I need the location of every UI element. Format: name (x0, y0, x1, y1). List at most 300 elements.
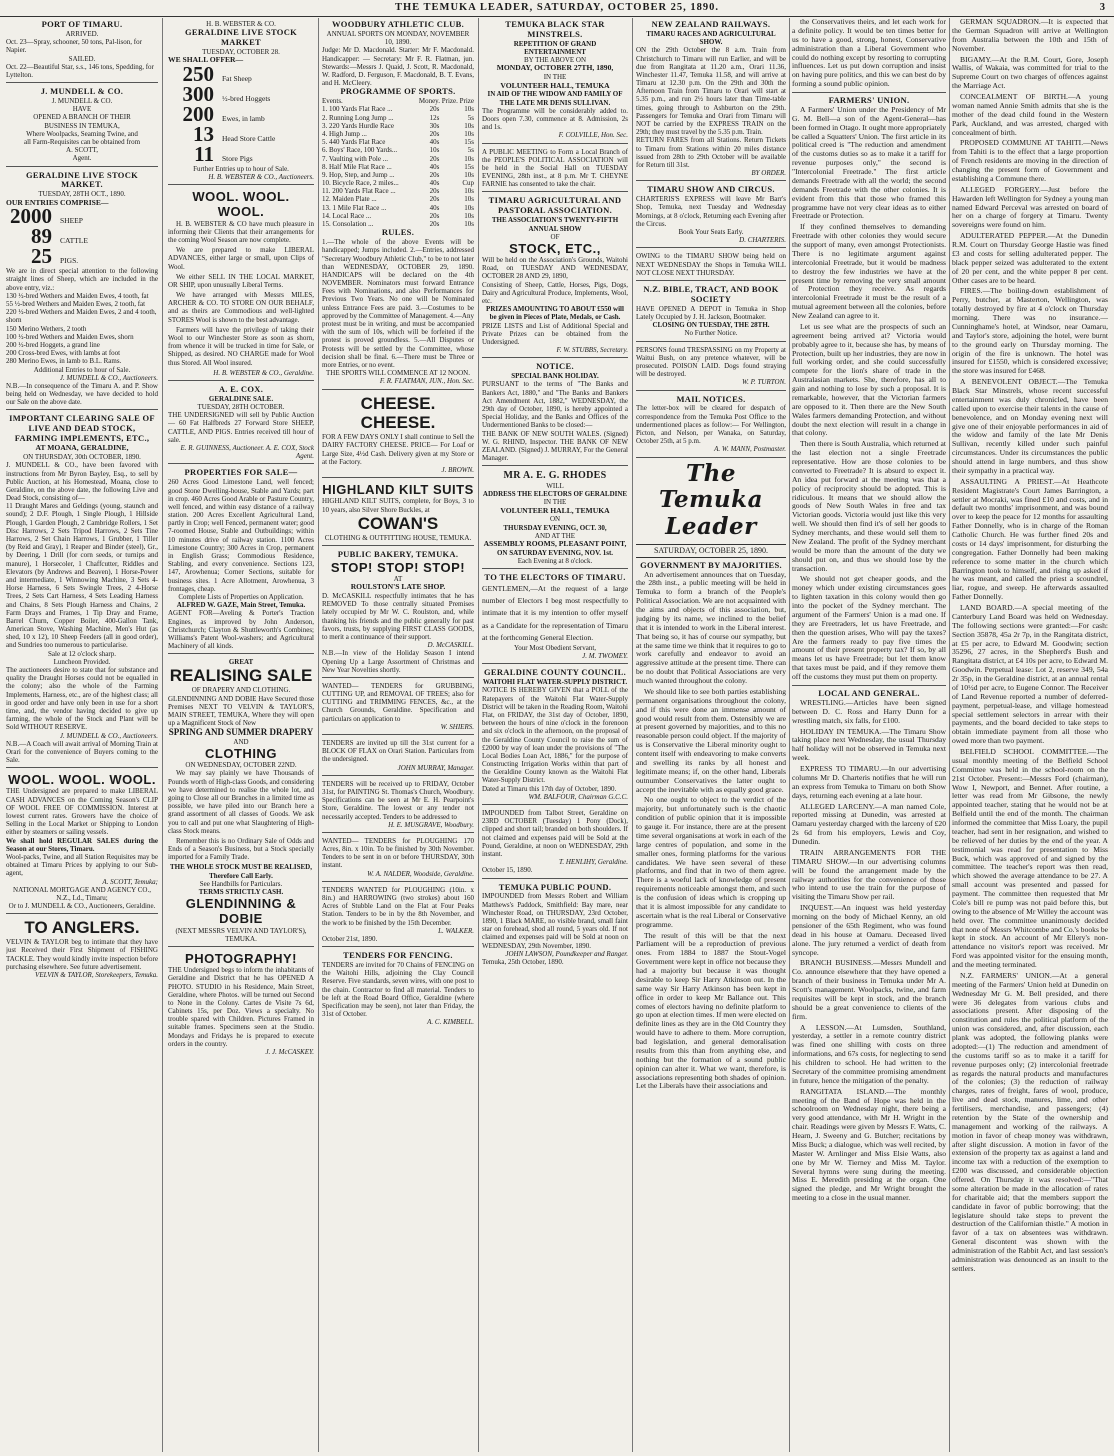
ad-feature: STOCK, ETC., (509, 240, 601, 256)
event-name: 2. Running Long Jump ... (322, 113, 394, 122)
ad-subheading: TIMARU RACES AND AGRICULTURAL SHOW. (646, 29, 776, 47)
ad-date: October 21st, 1890. (322, 934, 378, 943)
ad-text: We may say plainly we have Thousands of Pounds worth of High-class Goods, and considering we have determined to realise the whole lot, and going to Close all our Branches in a limited time as possible, we have piled into our Branch here a grand assortment of all classes of Goods. We ask you to call and put one what Slaughtering of High-class Stock means. (168, 769, 314, 835)
article-paragraph: We should not get cheaper goods, and the money which under existing circumstances goes to lighten taxation in this colony would then go into the pocket of the Sydney merchant. The argument of the Farmers' Union is a mad one. If they are Freetraders, let us have Freetrade, and then the question arises, Who will pay the taxes? Are the farmers ready to pay five times the amount of their present property tax? If so, by all means let us have Freetrade; but let them know that taxes must be paid, and if they remove them off the customs they must put them on property. (792, 574, 946, 682)
prize-value: 20s (429, 195, 440, 204)
ad-text: Farmers will have the privilege of taking their Wool to our Winchester Store as soon as shorn, from whence it will be trucked in time for Sale, or Shipped, as desired. NO CHARGE made for Wool thus Stored. All Wool insured. (168, 325, 314, 367)
stock-label: Fat Sheep (222, 74, 252, 84)
stock-count: 11 (194, 141, 214, 166)
editorial-heading: GOVERNMENT BY MAJORITIES. (640, 559, 782, 570)
programme-row (322, 212, 474, 220)
stock-label: Head Store Cattle (222, 133, 276, 143)
ad-heading: MAIL NOTICES. (676, 393, 746, 404)
ad-text: TENDERS will be received up to FRIDAY, October 31st, for PAINTING St. Thomas's Church, Woodbury. Specifications can be seen at Mr E. H. Pearpoint's Store, Geraldine. The lowest or any tender not necessarily accepted. Tenders to be addressed to (322, 779, 474, 821)
prize-value: Cup (462, 179, 474, 188)
shipping-heading: PORT OF TIMARU. (41, 19, 123, 29)
column-4 (482, 18, 628, 1452)
programme-table (322, 97, 474, 228)
prize-value: 10s (464, 129, 474, 138)
ad-line: BUSINESS IN TEMUKA, (44, 121, 120, 130)
event-name: 12. Maiden Plate ... (322, 195, 377, 204)
ad-text: AND (233, 737, 249, 746)
sale-location: AT MOANA, GERALDINE, (35, 443, 129, 453)
ad-signature: W. A. NALDER, Woodside, Geraldine. (367, 869, 474, 878)
prize-value: 10s (464, 187, 474, 196)
news-item: ALLEGED LARCENY.—A man named Cole, reported missing at Dunedin, was arrested at Oamaru yesterday charged with the larceny of £20 2s 6d from his employers, Lewis and Coy, Dunedin. (792, 801, 946, 846)
ad-date: ON WEDNESDAY, OCTOBER 22ND. (185, 761, 297, 770)
ad-text: BY THE ABOVE ON (523, 56, 587, 65)
article-paragraph: Then there is South Australia, which returned at the last election not a single Freetrade representative. How are those colonies to be converted to Freetrade? It is absurd to expect it. An idea put forward at the meeting was that a policy of reciprocity should be adopted. This is ridiculous. It means that we should allow the goods of New South Wales in free and tax Victorian goods. Victoria would just like this very well. We should then find it's of sell her goods to Sydney merchants, and these would sell them to New Zealand. The profit of the Sydney merchant would be more than the amount of the duty we should put on, and thus we should lose by the transaction. (792, 439, 946, 573)
ad-heading: PROPERTIES FOR SALE— (184, 467, 298, 478)
flax-tender-ad (322, 737, 474, 776)
event-name: 7. Vaulting with Pole ... (322, 154, 388, 163)
ad-text: CHARTERIS'S EXPRESS will leave Mr Barr's Shop, Temuka, next Tuesday and Wednesday Mornings, at 8 o'clock, Returning each Evening after the Circus. (636, 195, 786, 228)
ad-feature: ROULSTON'S LATE SHOP. (350, 582, 446, 592)
kilt-ad (322, 480, 474, 546)
prize-value: 20s (429, 129, 440, 138)
sheep-lines (6, 292, 158, 366)
ad-text: WANTED— TENDERS for PLOUGHING 170 Acres, 8in. x 10in. To be finished by 30th November. Tenders to be sent in on or before THURSDAY, 30th instant. (322, 836, 474, 870)
stock-count: 300 (182, 82, 214, 107)
ad-text: The Programme will be considerably added to. Doors open 7.30, commence at 8. Admission, 2s and 1s. (482, 106, 628, 132)
prize-value: 10s (464, 105, 474, 114)
ad-feature: STOP! STOP! STOP! (330, 559, 466, 575)
ad-date: TUESDAY, 28TH OCTOBER. (197, 403, 285, 412)
prize-value: 30s (429, 121, 440, 130)
electors-ad (482, 571, 628, 664)
ad-address: (NEXT MESSRS VELVIN AND TAYLOR'S), TEMUKA. (175, 926, 307, 943)
ad-kicker: GREAT (228, 658, 254, 667)
ad-subheading: REPETITION OF GRAND ENTERTAINMENT (513, 39, 597, 57)
entries-lead: OUR ENTRIES COMPRISE— (6, 197, 109, 207)
programme-row (322, 130, 474, 138)
news-item: BELFIELD SCHOOL COMMITTEE.—The usual monthly meeting of the Belfield School Committee was held in the school-room on the 21st October. Present:—Messrs Ford (chairman), Wow I, Newport, and Bennet. After routine, a letter was read from Mr Gibsone, the newly appointed teacher, stating that he would not be at Belfield until the end of the month. The chairman informed the committee that Miss Loary, the pupil teacher, had sent in her resignation, and wished to be relieved of her duties by the end of the year. A testimonial was read for presentation to Miss Buck, which was approved of and signed by the committee. The teacher's report was then read, which showed the average attendance to be 27. A small account was presented and passed for payment. The committee then requested that Mr Cole's bill re pump was not paid before this, but owing to the absence of Mr Willey the account was held over. The committee unanimously decided that none of Messrs Whitcombe and Co.'s books be kept in stock. An account of Mr Ellery's non-attendance no visitor's report was received. Mr Ford was appointed visitor for the ensuing month, and the meeting terminated. (952, 747, 1108, 969)
ad-line: J. MUNDELL & CO. (51, 97, 113, 105)
news-item: FIRES.—The boiling-down establishment of Perry, butcher, at Masterton, Wellington, was totally destroyed by fire at 4 o'clock on Thursday morning. There was no insurance.—Cunninghame's hotel, at Windsor, near Oamaru, and Taylor's store, adjoining the hotel, were burnt to the ground early on Thursday morning. The origin of the fire is unknown. The hotel was insured for £1550, which is considered excessive; the store was insured for £468. (952, 286, 1108, 376)
event-name: 4. High Jump ... (322, 129, 367, 138)
fencing-tender-ad (322, 949, 474, 1029)
prize-value: 40s (429, 162, 440, 171)
prize-value: 40s (429, 179, 440, 188)
ad-text: We have arranged with Messrs MILES, ARCHER & CO. TO STORE ON OUR BEHALF, and as theirs are Commodious and well-lighted STORES Wool is shown to the best advantage. (168, 291, 314, 324)
prize-value: 10s (464, 211, 474, 220)
ad-text: NOTICE IS HEREBY GIVEN that a POLL of the Ratepayers of the Waitohi Flat Water-Supply District will be taken in the Reading Room, Waitohi Flat, on FRIDAY, the 31st day of October, 1890, between the hours of nine o'clock in the forenoon and six o'clock in the afternoon, on the proposal of the Geraldine County Council to raise the sum of £2000 by way of loan under the provisions of "The Local Bodies Loan Act, 1886," for the purpose of Constructing Irrigation Works within that part of the Geraldine County known as the Waitohi Flat Water-Supply District. (482, 686, 628, 785)
ad-date: THURSDAY EVENING, OCT. 30, (503, 523, 607, 532)
ad-text: THE SPORTS WILL COMMENCE AT 12 NOON. (326, 369, 470, 378)
event-name: 10. Bicycle Race, 2 miles... (322, 179, 399, 188)
event-name: 5. 440 Yards Flat Race (322, 138, 386, 147)
ad-signature: ALFRED W. GAZE, Main Street, Temuka. (176, 601, 306, 610)
ad-signature: T. HENLIHY, Geraldine. (558, 858, 628, 867)
pound-ad (482, 881, 628, 970)
rules-heading: RULES. (381, 227, 415, 238)
ad-feature: CLOTHING (205, 745, 277, 761)
ad-line: HAVE (72, 105, 92, 114)
ad-text: HAVE OPENED A DEPOT in Temuka in Shop Lately Occupied by J. H. Jackson, Bootmaker. (636, 304, 786, 321)
stock-label: Ewes, in lamb (222, 114, 265, 123)
ad-text: We are prepared to make LIBERAL ADVANCES, either large or small, upon Clips of Wool. (168, 246, 314, 271)
sale-time: Sale at 12 o'clock sharp. (48, 649, 116, 658)
event-name: 13. 1 Mile Flat Race ... (322, 203, 387, 212)
prize-value: 20s (429, 187, 440, 196)
ad-text: THE UNDERSIGNED will sell by Public Auction— 60 Fat Halfbreds 27 Forward Store SHEEP, CATTLE, AND PIGS. Entries received till hour of sale. (168, 411, 314, 444)
sheep-line: 100 ½-bred Wethers and Maiden Ewes, shorn (6, 332, 134, 341)
mundell-branch-ad (6, 85, 158, 166)
ad-subheading: ANNUAL SPORTS ON MONDAY, NOVEMBER 10, 1890. (326, 29, 470, 47)
cheese-ad (322, 392, 474, 479)
ad-text: AND AT THE (534, 531, 576, 540)
ad-heading: TIMARU SHOW AND CIRCUS. (647, 184, 775, 195)
officials: Judge: Mr D. Macdonald. Starter: Mr F. Macdonald. Handicapper: — Secretary: Mr F. R. Flatman, jun. Stewards:—Messrs J. Quaid, J. Scott, R. Macdonald, W. Radford, D. Ferguson, F. Macdonald, B. T. Evans, and H. McCleery. (322, 46, 474, 88)
column-6 (792, 18, 946, 1452)
editorial-paragraph: No one ought to object to the verdict of the majority, but unfortunately such is the chaotic condition of public opinion that it is impossible to gauge it. For instance, there are at the present time several organisations at work in each of the large centres of population, and some in the smaller ones, forming platforms for the various candidates. We have seen several of these platforms, and find that in two of them agree. There is a woeful lack of knowledge of present requirements noticeable amongst them, and such is the confusion of ideas which is cropping up that it is almost impossible for any candidate to ascertain what is the real Liberal or Conservative programme. (636, 795, 786, 929)
article-paragraph: Let us see what are the prospects of such an agreement being arrived at? Victoria would probably agree to it, because she has, by means of Protection, built up her industries, they are now in full working order, and she could successfully compete for the lion's share of trade in the Australasian markets. She, therefore, has all to gain and nothing to lose by such a proposal. It is remarkable, however, that the Victorian farmers are opposed to it. Then there are the New South Wales farmers demanding Protection, and without doubt the next election will result in a change in that colony. (792, 321, 946, 438)
ad-signature: H. E. MUSGRAVE, Woodbury. (388, 820, 474, 829)
news-item: BIGAMY.—At the R.M. Court, Gore, Joseph Wallis, of Wakaia, was committed for trial to the Supreme Court on two charges of offences against the Marriage Act. (952, 54, 1108, 91)
geraldine-market-ad (6, 169, 158, 411)
programme-row (322, 105, 474, 113)
show-ad (482, 194, 628, 358)
ad-signature: JOHN MURRAY, Manager. (397, 763, 474, 772)
wool-advances-ad (6, 770, 158, 914)
ad-date: October 15, 1890. (482, 866, 533, 875)
ad-date: ON SATURDAY EVENING, NOV. 1st. (496, 548, 614, 557)
rules-text: 1.—The whole of the above Events will be handicapped; Jumps included. 2.—Entries, addressed "Secretary Woodbury Athletic Club," to be to not later than WEDNESDAY, OCTOBER 29, 1890. HANDICAPS will be declared on the 4th NOVEMBER. Nominators must forward Entrance Fees with Nominations, and also Performances for Previous Two Years. No one will be Nominated unless Entrance Fees are paid. 3.—Costumes to be approved by the Committee of Management. 4.—Any protest must be in writing, and must be accompanied with the sum of 10s, which will be forfeited if the protest is proved groundless. 5.—All Disputes or Protests will be settled by the Committee, whose decision shall be final. 6.—There must be Three or more Entries, or no event. (322, 238, 474, 369)
ad-line: Agent. (72, 154, 92, 163)
ad-text: OWING to the TIMARU SHOW being held on NEXT WEDNESDAY the Shops in Temuka WILL NOT CLOSE NEXT THURSDAY. (636, 252, 786, 277)
programme-row (322, 146, 474, 154)
ad-signature: D. McCASKILL. (427, 641, 474, 650)
sailed-entry: Oct. 22—Beautiful Star, s.s., 146 tons, Spedding, for Lyttelton. (6, 62, 154, 79)
luncheon-note: Luncheon Provided. (53, 657, 111, 666)
column-3 (322, 18, 474, 1452)
ad-text: TENDERS are invited for 70 Chains of FENCING on the Waitohi Hills, adjoining the Clay Council Reserve. Five standards, seven wires, with one post to the chain. Contractor to find all material. Tenders to be left at the Road Board Office, Geraldine (where Specification may be seen), not later than Friday, the 31st of October. (322, 961, 474, 1019)
event-name: 14. Local Race ... (322, 211, 372, 220)
news-item: N.Z. FARMERS' UNION.—At a general meeting of the Farmers' Union held at Dunedin on Wednesday Mr G. M. Bell presided, and there were 36 delegates from various clubs and associations present. After disposing of the constitution and rules the political platform of the union was considered, and, after discussion, each plank was adopted, the following planks were adopted:—(1) The reduction and amendment of the customs tariff so as to make it a tariff for revenue purposes only; (2) intercolonial freetrade as regards the natural products and manufactures of the colonies; (3) the reduction of railway charges, rates of freight, fares of wool, produce, live and dead stock, manures, lime, and other fertilisers, merchandise, and passengers; (4) retention by the State of the ownership and management and working of the railways. A motion in favor of cheap money was withdrawn, after slight discussion. A motion in favor of the extension of the property tax as against a land and income tax with a reduction of the exemption to £200 was discussed, and considerable objection offered. On Thursday it was resolved:—"That some alteration be made in the allocation of rates for charitable aid; that the members support the candidate in favor of public borrowing; that the legislature should take steps to prevent the destruction of the Californian thistle." A motion in favor of a tax on absentees was withdrawn. General discontent was shown with the administration of the Rabbit Act, and last session's administration was denounced as an insult to the settlers. (952, 970, 1108, 1273)
ad-text: Remember this is no Ordinary Sale of Odds and Ends of a Season's Business, but a Stock specially imported for a Family Trade. (168, 836, 314, 862)
programme-row (322, 122, 474, 130)
ad-text: D. McCASKILL respectfully intimates that he has REMOVED To those centrally situated Premises lately occupied by Mr W. C. Roulston, and, while thanking his friends and the public generally for past favors, trusts, by supplying FIRST CLASS GOODS, to merit a continuance of their support. (322, 592, 474, 641)
prize-value: 20s (429, 170, 440, 179)
ad-signature: H. B. WEBSTER & CO., Auctioneers. (208, 173, 314, 181)
ad-heading: N.Z. BIBLE, TRACT, AND BOOK SOCIETY (643, 283, 779, 304)
prize-value: 10s (464, 154, 474, 163)
ad-text: Wool-packs, Twine, and all Station Requisites may be obtained at Timaru Prices by applying to our Sub-agent, (6, 852, 158, 878)
ad-text: GENTLEMEN,—At the request of a large number of Electors I beg most respectfully to intimate that it is my intention to offer myself as a Candidate for the representation of Timaru at the forthcoming General Election. (482, 584, 628, 642)
ad-signature: THE BANK OF NEW SOUTH WALES. (Signed) W. G. RHIND, Inspector. THE BANK OF NEW ZEALAND. (Signed) J. MURRAY, For the General Manager. (482, 429, 628, 463)
ad-date: Dated at Timaru this 17th day of October, 1890. (482, 784, 617, 793)
agent-name: A. SCOTT, Temuka; (102, 877, 158, 886)
ad-subheading: OF DRAPERY AND CLOTHING. (191, 686, 291, 695)
page-number: 3 (1099, 2, 1106, 13)
editorial-paragraph: the Conservatives theirs, and let each work for a definite policy. It would be ten times better for us to have a good, strong, honest, Conservative administration than a Liberal Government who could do nothing except by resorting to corrupting influences. Let us put down corruption and insist on having pure politics, and this we can best do by forming a sound public opinion. (792, 18, 946, 89)
column-rule (162, 18, 163, 1452)
local-news-continued (952, 18, 1108, 1274)
ad-heading: MR A. E. G. RHODES (503, 470, 607, 482)
ad-signature: E. R. GUINNESS, Auctioneer. A. E. COX, Stock Agent. (180, 444, 314, 461)
editorial-body (636, 571, 786, 1092)
programme-heading: PROGRAMME OF SPORTS. (340, 86, 456, 97)
ad-signature: F. COLVILLE, Hon. Sec. (558, 131, 628, 140)
cox-sale-ad (168, 383, 314, 464)
prize-value: 20s (429, 105, 440, 114)
news-item: ALLEGED FORGERY.—Just before the Hawarden left Wellington for Sydney a young man named Edward Perceval was arrested on board of her on a charge of forgery at Timaru. Twenty sovereigns were found on him. (952, 184, 1108, 230)
county-poll-ad (482, 666, 628, 805)
ad-line: Where Woolpacks, Seaming Twine, and (26, 129, 138, 138)
auctioneer-signature: J. MUNDELL & CO., Auctioneers. (59, 731, 158, 740)
ad-text: IN AID OF THE WIDOW AND FAMILY OF THE LATE MR DENIS SULLIVAN. (487, 90, 623, 107)
news-item: TRAIN ARRANGEMENTS FOR THE TIMARU SHOW.—In our advertising columns will be found the arrangement made by the railway authorities for the convenience of those who intend to use the train for the purpose of visiting the Timaru Show per rail. (792, 847, 946, 902)
ad-heading: GERALDINE LIVE STOCK MARKET (184, 27, 298, 48)
news-item: CONCEALMENT OF BIRTH.—A young woman named Annie Smith admits that she is the mother of the dead child found in the Western Park, Auckland, and was arrested, charged with concealment of birth. (952, 92, 1108, 137)
stock-count: 200 (182, 102, 214, 126)
ad-text: AT (393, 574, 403, 583)
ad-subheading: CLOTHING & OUTFITTING HOUSE, TEMUKA. (324, 533, 472, 542)
ad-signature: J. J. McCASKEY. (265, 1048, 314, 1057)
column-5 (636, 18, 786, 1452)
bakery-ad (322, 548, 474, 678)
prize-value: 40s (429, 138, 440, 147)
farmers-union-article (792, 106, 946, 682)
ad-subheading: GERALDINE SALE. (208, 394, 274, 403)
news-item: A BENEVOLENT OBJECT.—The Temuka Black Star Minstrels, whose recent successful entertainment was duly chronicled, have been called upon to exercise their talents in the cause of benevolence, and on Monday evening next will give one of their enjoyable performances in aid of the widow and family of the late Mr Denis Sullivan, recently killed under such painful circumstances. Under its circumstances the public should attend in large numbers, and thus show their sympathy in a practical way. (952, 377, 1108, 475)
prize-value: 15s (464, 138, 474, 147)
stock-label: CATTLE (60, 236, 88, 246)
bank-holiday-ad (482, 360, 628, 466)
ad-text: CLOSING ON TUESDAY, THE 28TH. (652, 321, 770, 330)
event-name: 3. 220 Yards Hurdle Race (322, 121, 394, 130)
ad-text: AGENT FOR—Aveling & Porter's Traction Engines, as improved by John Anderson, Christchurch; Clayton & Shuttleworth's Combines; Williams's Patent Wool-washers; and Agricultural Machinery of all kinds. (168, 609, 314, 651)
prize-value: 5s (467, 146, 474, 155)
ad-text: H. B. WEBSTER & CO have much pleasure in informing their Clients that their arrangements for the coming Wool Season are now complete. (168, 219, 314, 244)
stock-entry (168, 121, 314, 146)
ad-heading: TEMUKA BLACK STAR MINSTRELS. (505, 19, 605, 39)
ad-text: TENDERS WANTED for PLOUGHING (10in. x 8in.) and HARROWING (two strokes) about 160 Acres of Stubble Land on the Flat at Four Peaks Station. Tenders to be in by the 8th November, and the work to be finished by the 15th December. (322, 885, 474, 927)
painting-tender-ad (322, 778, 474, 833)
ad-line: A. SCOTT, (66, 146, 98, 155)
section-heading: LOCAL AND GENERAL. (818, 687, 920, 698)
stock-entry (6, 204, 158, 229)
ad-heading: WOOL. WOOL. WOOL. (192, 189, 290, 220)
ad-text: A PUBLIC MEETING to Form a Local Branch of the PEOPLE'S POLITICAL ASSOCIATION will be held in the Social Hall on TUESDAY EVENING, 28th inst., at 8 p.m. Mr T. CHEYNE FARNIE has consented to take the chair. (482, 147, 628, 189)
event-name: 9. Hop, Step, and Jump ... (322, 170, 395, 179)
ad-text: PERSONS found TRESPASSING on my Property at Waitui Bush, on any pretence whatever, will be prosecuted. POISON LAID. Dogs found straying will be destroyed. (636, 345, 786, 379)
local-news (792, 699, 946, 1203)
programme-row (322, 163, 474, 171)
ad-signature: JOHN LAWSON, Poundkeeper and Ranger. (505, 949, 628, 958)
stock-count: 2000 (10, 204, 52, 229)
ad-signature: A. W. MANN, Postmaster. (714, 445, 786, 454)
ad-text: GLENDINNING AND DOBIE Have Secured those Premises NEXT TO VELVIN & TAYLOR'S, MAIN STREET, TEMUKA, Where they will open up a Magnificent Stock of New (168, 694, 314, 728)
column-rule (789, 18, 790, 1452)
ad-text: Book Your Seats Early. (678, 228, 744, 236)
ad-text: 260 Acres Good Limestone Land, well fenced; good Stone Dwelling-house, Stable and Yards; part in crop. 460 Acres Good Arable or Pasture Country, well fenced, and within easy distance of a railway station. 200 Acres Excellent Agricultural Land, partly in Crop; well Fenced, permanent water; good 7-roomed House, Stable and Outbuildings; within 10 minutes drive of railway station. 1100 Acres Limestone Country; 300 Acres in Crop, permanent in English Grass; Commodious Residence, Stabling, and every convenience. Sections 123, 147, Arowhenua; Corner Sections, suitable for business sites. 1 Acre Allotment, Arowhenua, 3 frontages, cheap. (168, 478, 314, 593)
programme-row (322, 114, 474, 122)
ad-firm: COWAN'S (357, 513, 439, 533)
ad-heading: HIGHLAND KILT SUITS (322, 482, 474, 498)
sale-items: 11 Draught Mares and Geldings (young, staunch and sound); 2 D.F. Plough, 1 Single Plough, 1 Hillside Plough, 1 Garden Plough, 2 Cambridge Rollers, 1 Set Disc Harrows, 2 Sets Tripod Harrows, 2 Sets Tine Harrows, 2 Set Chain Harrows, 1 Grubber, 1 Tiller (by Reid and Gray), 1 Reaper and Binder (steel), Gr., by Deering, 1 Drill (for corn seeds, or turnips and manure), 1 Horsecoler, 1 Chaffcutter, Riddles and Elevators (by Andrews and Beaven), 1 Horse-Power and intermediate, 1 Winnowing Machine, 3 Sets 4-Horse Harness, 6 Sets Swingle Trees, 2 4-Horse Trees, 2 Sets Cart Harness, 4 Sets Leading Harness and Chains, 8 Sets Plough Harness and Chains, 2 Farm Drays and Frames, 1 Tip Dray and Frame, Barrel Churn, Copper Boiler, 400-Gallon Tank, American Stove, Washing Machine, Men's Hut (as shed, 10 x 12), 10 Sheep Feeders (all in good order), and Sundries too numerous to particularise. (6, 502, 158, 650)
event-name: 15. Consolation ... (322, 220, 374, 228)
programme-row (322, 155, 474, 163)
ad-subheading: WAITOHI FLAT WATER-SUPPLY DISTRICT. (482, 678, 628, 687)
ad-venue: VOLUNTEER HALL, TEMUKA (500, 80, 610, 90)
anglers-ad (6, 916, 158, 982)
column-7 (952, 18, 1108, 1452)
ad-text: IN THE (543, 498, 567, 507)
ad-text: TENDERS are invited up till the 31st current for a BLOCK OF FLAX on Orari Station. Particulars from the undersigned. (322, 739, 474, 764)
rhodes-ad (482, 468, 628, 569)
ad-text: The letter-box will be cleared for despatch of correspondence from the Temuka Post Office to the undermentioned places as follow:— For Wellington, Picton, and Nelson, per Wanaka, on Saturday, October 25th, at 5 p.m. (636, 404, 786, 446)
ad-text: Each Evening at 8 o'clock. (517, 557, 593, 566)
ad-subheading: THE ASSOCIATION'S TWENTY-FIFTH ANNUAL SHOW (491, 216, 619, 233)
prize-value: 10s (429, 146, 440, 155)
realising-sale-ad (168, 656, 314, 947)
editorial-paragraph: The result of this will be that the next Parliament will be a reproduction of previous ones. From 1884 to 1887 the Stout-Vogel Government were kept in office not because they had a majority but because it was thought desirable to keep Sir Harry Atkinson out. In the same way Sir Harry Atkinson has been kept in office in order to keep Mr Ballance out. This comes of electors having no definite platform to go upon at election times. If men were elected on definite lines as they are in the Old Country they would have to adhere to them. More corruption, bad legislation, and general demoralisation results from this than from anything else, and nothing but the formation of a sound public opinion can alter it. What we want, therefore, is associations representing both shades of opinion. Let the Liberals have their associations and (636, 930, 786, 1091)
programme-row (322, 187, 474, 195)
prize-value: 15s (464, 162, 474, 171)
ad-text: FOR A FEW DAYS ONLY I shall continue to Sell the DAIRY FACTORY CHEESE. PRICE— For Loaf or Large Size, 4½d Cash. Delivery given at my Store or at the Factory. (322, 433, 474, 466)
ad-heading: TIMARU AGRICULTURAL AND PASTORAL ASSOCIATION. (488, 195, 622, 216)
prize-value: 20s (429, 220, 440, 228)
ad-text: WILL (546, 482, 564, 491)
mail-notices (636, 393, 786, 458)
editorial-continued (792, 18, 946, 89)
section-heading: FARMERS' UNION. (828, 95, 910, 105)
ad-heading: J. MUNDELL & CO. (40, 86, 124, 97)
column-header: Money. Prize. Prize (418, 97, 474, 106)
ad-heading: PUBLIC BAKERY, TEMUKA. (337, 548, 459, 559)
ad-venue: ASSEMBLY ROOMS, PLEASANT POINT, (483, 539, 627, 549)
news-item: PROPOSED COMMUNE AT TAHITI.—News from Tahiti is to the effect that a large proportion of French residents are moving in the direction of changing the present form of Government and establishing a Commune there. (952, 138, 1108, 183)
ad-text: VELVIN & TAYLOR beg to intimate that they have just Received their First Shipment of FISHING TACKLE. They would kindly invite inspection before purchasing elsewhere. See future advertisement. (6, 938, 158, 971)
ad-text: PURSUANT to the terms of "The Banks and Bankers Act, 1880," and "The Banks and Bankers Act Amendment Act, 1882," WEDNESDAY, the 29th day of October, 1890, is hereby appointed a Special Holiday, and the Banks and Offices of the Undermentioned Banks to be closed:— (482, 380, 628, 430)
ad-text: ADDRESS THE ELECTORS OF GERALDINE (482, 490, 628, 499)
mundell-branch-lines (6, 97, 158, 163)
bible-society-ad (636, 283, 786, 342)
ad-text: WANTED— TENDERS for GRUBBING, CUTTING UP, and REMOVAL OF TREES; also for CUTTING and TRIMMING FENCES, &c., at the Church Grounds, Geraldine. Specification and particulars on application to (322, 681, 474, 723)
auctioneers-note: The auctioneers desire to state that for substance and quality the Draught Horses could not be equalled in the colony; also the whole of the Farming Implements, Harness, etc., are of the highest class; all in good order and have only been in use for a short time, and, the vendor having decided to give up farming, the whole of the Stock and Plant will be Sold WITHOUT RESERVE. (6, 666, 158, 732)
sale-text: J. MUNDELL & CO., have been favored with instructions from Mr Byron Bayley, Esq., to sell by Public Auction, at his Homestead, Moana, close to Geraldine, on the above date, the following Live and Dead Stock, consisting of— (6, 461, 158, 503)
sale-date: ON THURSDAY, 30th OCTOBER, 1890. (23, 453, 141, 462)
ad-text: ON the 29th October the 8 a.m. Train from Christchurch to Timaru will run Earlier, and will be due from Rangitata at 11.20 a.m., Orari 11.36, Winchester 11.47, Temuka 11.58, and will arrive at Timaru at 12.30 p.m. On the 29th and 30th the Afternoon Train from Timaru to Orari will start at 5.35 p.m., and run 2½ hours later than Time-table times, going through to Ashburton on the 29th. Passengers for Temuka and Orari from Timaru will NOT be carried by the EXPRESS TRAIN on the 29th; they must travel by the 5.35 p.m. Train. (636, 46, 786, 137)
photography-ad (168, 949, 314, 1059)
sheep-line: 220 ½-bred Wethers and Maiden Ewes, 2 and 4 tooth, shorn (6, 308, 157, 325)
ad-heading: A. E. COX. (218, 383, 264, 394)
ad-date: TUESDAY, OCTOBER 28. (202, 48, 280, 57)
stock-label: SHEEP (60, 216, 83, 226)
grubbing-tender-ad (322, 680, 474, 735)
article-paragraph: A Farmers' Union under the Presidency of Mr G. M. Bell—a son of the Agent-General—has been formed in Otago. It ought more appropriately be called a Squatters' Union. The first article in its political creed is "The reduction and amendment of the customs duties so as to make it a tariff for revenue purposes only," the second is "Intercolonial Freetrade." The first article demands Freetrade with all the world; the second demands Freetrade with the other colonies. It is evident from this that those who framed this programme have not very clear ideas as to either Freetrade or Protection. (792, 104, 946, 221)
ad-text: IMPOUNDED from Talbot Street, Geraldine on 23RD OCTOBER (Tuesday) 1 Pony (Dock), clipped and short tail; branded on both shoulders. If not claimed and expenses paid will be Sold at the Pound, Geraldine, at noon on WEDNESDAY, 29th instant. (482, 809, 628, 858)
harrowing-tender-ad (322, 884, 474, 947)
ad-text: We either SELL IN THE LOCAL MARKET, OR SHIP, upon unusually Liberal Terms. (168, 272, 314, 289)
offers-list (168, 62, 314, 166)
properties-ad (168, 466, 314, 654)
newspaper-logo: The Temuka Leader (658, 459, 763, 541)
ad-signature: W. SHIERS. (440, 722, 474, 731)
entries-text: We are in direct special attention to the following straight lines of Sheep, which are included in the above entry, viz.: (6, 267, 158, 292)
news-item: ASSAULTING A PRIEST.—At Heathcote Resident Magistrate's Court James Barrington, a settler at Mocraki, was fined £10 and costs, and in default two months' imprisonment, and was bound over to keep the peace for 12 months for assaulting Father Donnelly, who is in charge of the Roman Catholic Church. He was further fined 20s and costs or 14 days' imprisonment, for disturbing the congregation. Father Donnelly had been making reference to some matter in the church which Barrington took to himself, and rising up asked if he was meant, and called the priest a scoundrel, liar, rogue, and sweep. He afterwards assaulted Father Donnelly. (952, 476, 1108, 602)
divider (792, 685, 946, 686)
ad-text: ON (549, 515, 561, 524)
ad-heading: NEW ZEALAND RAILWAYS. (651, 19, 771, 29)
editorial-paragraph: We should like to see both parties establishing permanent organisations throughout the colony, and if this were done an immense amount of good would result from them. Ostensibly we are at present governed by majorities, and to this no reasonable person could object. If the majority of us is Conservative the Liberal minority ought to content itself with endeavoring to make converts and swelling its ranks by all honest and legitimate means; if, on the other hand, Liberals outnumber Conservatives the latter ought to accept the inevitable with as equally good grace. (636, 686, 786, 794)
stock-count: 25 (31, 244, 52, 269)
masthead (0, 0, 1114, 17)
ad-text: RETURN FARES from all Stations. Return Tickets to Timaru from Stations within 20 miles distance issued from 28th to 29th October will be available for Return till 31st. (636, 136, 786, 169)
sports-ad (322, 18, 474, 390)
webster-market-ad (168, 18, 314, 185)
event-name: 1. 100 Yards Flat Race ... (322, 105, 393, 114)
news-item: WRESTLING.—Articles have been signed between D. C. Ross and Harry Dunn for a wrestling match, six falls, for £100. (792, 697, 946, 725)
news-item: EXPRESS TO TIMARU.—In our advertising columns Mr D. Charteris notifies that he will run an express from Temuka to Timaru on both Show days, returning each evening at a late hour. (792, 764, 946, 800)
ad-signature: VELVIN & TAYLOR, Storekeepers, Temuka. (35, 970, 158, 979)
ad-text: THE Undersigned are prepared to make LIBERAL CASH ADVANCES on the Coming Season's CLIP OF WOOL FREE OF COMMISSION. Interest at lowest current rates. Growers have the choice of Selling in the Local Market or Shipping to London either by steamers or sailing vessels. (6, 787, 158, 837)
ad-line: OPENED A BRANCH OF THEIR (33, 113, 131, 122)
column-rule (949, 18, 950, 1452)
prize-value: 12s (429, 113, 440, 122)
stock-count: 250 (182, 62, 214, 87)
ad-text: See Handbills for Particulars. (199, 879, 283, 888)
ad-signature: A. C. KIMBELL. (427, 1018, 474, 1027)
sailed-label: SAILED. (68, 54, 96, 63)
circus-ad (636, 183, 786, 248)
ad-text: IMPOUNDED from Messrs Robert and William Matthews's Paddock, Smithfield: Bay mare, near Winchester Road, on THURSDAY, 23rd October, 1890, 1 Black MARE, no visible brand, small faint star on forehead, shod all round, 5 years old. If not claimed and expenses paid will be Sold at noon on WEDNESDAY, 29th November, 1890. (482, 892, 628, 950)
prize-value: 10s (464, 121, 474, 130)
ad-signature: BY ORDER. (751, 169, 786, 178)
ad-heading: WOODBURY ATHLETIC CLUB. (332, 19, 464, 29)
stock-entry (168, 102, 314, 126)
stock-label: ½-bred Hoggets (222, 94, 271, 104)
ad-subheading: SPECIAL BANK HOLIDAY. (511, 372, 599, 381)
sheep-line: 200 Cross-bred Ewes, with lambs at foot (6, 349, 121, 358)
ad-signature: L. WALKER. (438, 926, 474, 935)
stock-entry (168, 141, 314, 166)
stock-label: PIGS. (60, 256, 79, 266)
column-rule (632, 18, 633, 1452)
ad-text: Complete Lists of Properties on Application. (178, 592, 304, 601)
article-paragraph: If they confined themselves to demanding Freetrade with other colonies they would secure the support of many, even amongst Protectionists. There is no legitimate argument against intercolonial Freetrade, but it would be madness to destroy the few industries we have at the present time by removing the very small amount of Protection they receive. As regards intercolonial Freetrade it must be the result of a mutual agreement between all the colonies, before New Zealand can agree to it. (792, 222, 946, 321)
nb-note: N.B.—In consequence of the Timaru A. and P. Show being held on Wednesday, we have decided to hold our Sale on the above date. (6, 381, 158, 407)
news-item: ADULTERATED PEPPER.—At the Dunedin R.M. Court on Thursday George Hastie was fined £3 and costs for selling adulterated pepper. The black pepper seized was adulterated to the extent of 20 per cent, and the white pepper 8 per cent. Other cases are to be heard. (952, 231, 1108, 285)
ad-signature: WM. BALFOUR, Chairman G.C.C. (528, 792, 628, 801)
ad-text: PRIZES AMOUNTING TO ABOUT £550 will be given in Pieces of Plate, Medals, or Cash. (486, 305, 624, 322)
programme-row (322, 195, 474, 203)
column-rule (318, 18, 319, 1452)
programme-row (322, 171, 474, 179)
ad-text: Will be held on the Association's Grounds, Waitohi Road, on TUESDAY AND WEDNESDAY, OCTOBER 28 AND 29, 1890, (482, 256, 628, 281)
ad-heading: PHOTOGRAPHY! (185, 950, 297, 966)
prize-value: 20s (429, 211, 440, 220)
programme-row (322, 138, 474, 146)
ad-signature: D. CHARTERIS. (739, 236, 786, 245)
prize-value: 10s (464, 220, 474, 228)
stock-label: Store Pigs (222, 153, 253, 163)
ad-heading: CHEESE. CHEESE. (360, 393, 436, 433)
sheep-line: 280 Merino Ewes, in lamb to B.L. Rams. (6, 357, 122, 366)
ad-feature: SPRING AND SUMMER DRAPERY (168, 727, 314, 738)
ad-text: Your Most Obedient Servant, (513, 643, 597, 652)
news-item: A LESSON.—At Lumsden, Southland, yesterday, a settler in a remote country district was fined one shilling with costs on three informations, and 67s costs, for neglecting to send his children to school. He had written to the Secretary of the committee promising amendment in future, hence the mitigation of the penalty. (792, 1022, 946, 1085)
ad-firm: H. B. WEBSTER & CO. (206, 20, 276, 28)
ad-venue: VOLUNTEER HALL, TEMUKA (500, 505, 610, 515)
ad-signature: H. B. WEBSTER & CO., Geraldine. (213, 368, 314, 377)
ad-signature: J. M. TWOMEY. (582, 652, 628, 661)
agent-name: NATIONAL MORTGAGE AND AGENCY CO., N.Z., Ld., Timaru; (13, 885, 151, 902)
prize-value: 5s (467, 113, 474, 122)
minstrels-ad (482, 18, 628, 144)
impounded-ad (482, 807, 628, 879)
